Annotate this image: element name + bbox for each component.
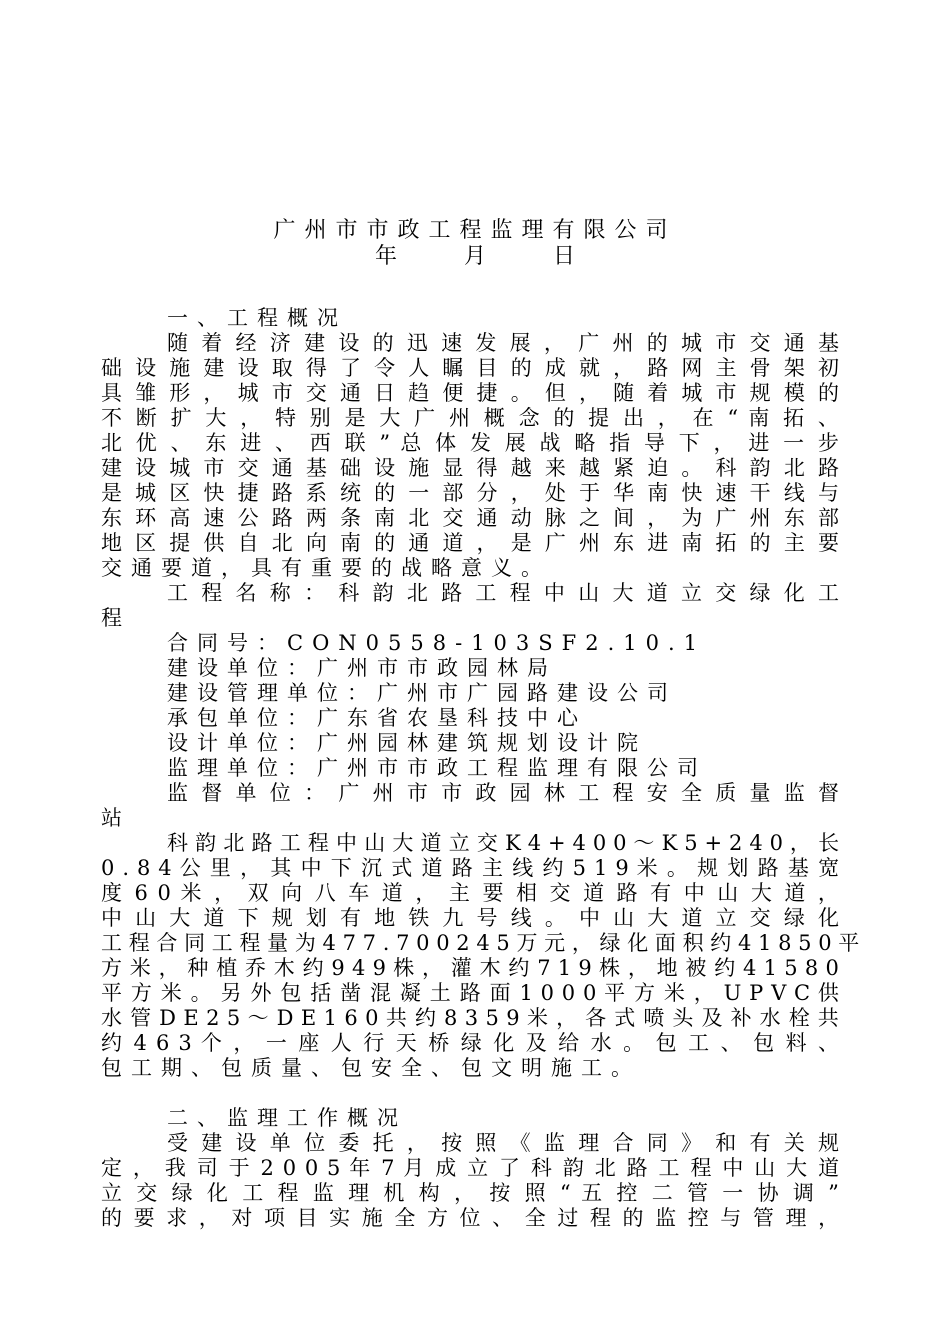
text-line: 受 建 设 单 位 委 托 ， 按 照 《 监 理 合 同 》 和 有 关 规 <box>167 1131 840 1155</box>
text-line: 定 ， 我 司 于 2 0 0 5 年 7 月 成 立 了 科 韵 北 路 工 程 中 山 大 道 <box>101 1156 840 1180</box>
text-line: 础 设 施 建 设 取 得 了 令 人 瞩 目 的 成 就 ， 路 网 主 骨 架 初 <box>101 356 839 380</box>
text-line: 平 方 米 。 另 外 包 括 凿 混 凝 土 路 面 1 0 0 0 平 方 米 ， U P V C 供 <box>101 981 839 1005</box>
text-line: 是 城 区 快 捷 路 系 统 的 一 部 分 ， 处 于 华 南 快 速 干 线 与 <box>101 481 839 505</box>
text-line: 地 区 提 供 自 北 向 南 的 通 道 ， 是 广 州 东 进 南 拓 的 主 要 <box>101 531 839 555</box>
text-line: 包工期、包质量、包安全、包文明施工。 <box>101 1056 641 1080</box>
text-line: 随 着 经 济 建 设 的 迅 速 发 展 ， 广 州 的 城 市 交 通 基 <box>167 331 840 355</box>
text-line: 度 6 0 米 ， 双 向 八 车 道 ， 主 要 相 交 道 路 有 中 山 大 道 ， <box>101 881 839 905</box>
contractor-unit: 承包单位：广东省农垦科技中心 <box>167 706 587 730</box>
text-line: 水 管 D E 2 5 ～ D E 1 6 0 共 约 8 3 5 9 米 ， 各 式 喷 头 及 补 水 栓 共 <box>101 1006 839 1030</box>
text-line: 方 米 ， 种 植 乔 木 约 9 4 9 株 ， 灌 木 约 7 1 9 株 ， 地 被 约 4 1 5 8 0 <box>101 956 839 980</box>
text-line: 科 韵 北 路 工 程 中 山 大 道 立 交 K 4 + 4 0 0 ～ K 5 + 2 4 0 ， 长 <box>167 831 840 855</box>
text-line: 的 要 求 ， 对 项 目 实 施 全 方 位 、 全 过 程 的 监 控 与 管 理 ， <box>101 1206 840 1230</box>
text-line: 约 4 6 3 个 ， 一 座 人 行 天 桥 绿 化 及 给 水 。 包 工 、 包 料 、 <box>101 1031 840 1055</box>
oversight-unit: 监 督 单 位 ： 广 州 市 市 政 园 林 工 程 安 全 质 量 监 督 <box>167 781 840 805</box>
contract-number: 合同号：CON0558-103SF2.10.1 <box>167 631 707 655</box>
company-name: 广州市市政工程监理有限公司 <box>273 218 677 243</box>
section-project-overview <box>101 306 860 1081</box>
text-line: 东 环 高 速 公 路 两 条 南 北 交 通 动 脉 之 间 ， 为 广 州 东 部 <box>101 506 839 530</box>
section-heading: 二、监理工作概况 <box>167 1106 407 1130</box>
text-line: 北 优 、 东 进 、 西 联 ” 总 体 发 展 战 略 指 导 下 ， 进 一 步 <box>101 431 839 455</box>
date-line: 年 月 日 <box>375 244 575 269</box>
text-line: 具 雏 形 ， 城 市 交 通 日 趋 便 捷 。 但 ， 随 着 城 市 规 模 的 <box>101 381 839 405</box>
document-body <box>101 306 860 1231</box>
text-line: 程 <box>101 606 131 630</box>
text-line: 不 断 扩 大 ， 特 别 是 大 广 州 概 念 的 提 出 ， 在 “ 南 拓 、 <box>101 406 839 430</box>
owner-unit: 建设单位：广州市市政园林局 <box>167 656 557 680</box>
text-line: 建 设 城 市 交 通 基 础 设 施 显 得 越 来 越 紧 迫 。 科 韵 北 路 <box>101 456 839 480</box>
text-line: 立 交 绿 化 工 程 监 理 机 构 ， 按 照 “ 五 控 二 管 一 协 调 ” <box>101 1181 839 1205</box>
text-line: 站 <box>101 806 131 830</box>
supervision-unit: 监理单位：广州市市政工程监理有限公司 <box>167 756 707 780</box>
text-line: 0 . 8 4 公 里 ， 其 中 下 沉 式 道 路 主 线 约 5 1 9 米 。 规 划 路 基 宽 <box>101 856 840 880</box>
project-name-line: 工 程 名 称 ： 科 韵 北 路 工 程 中 山 大 道 立 交 绿 化 工 <box>167 581 840 605</box>
section-heading: 一、工程概况 <box>167 306 347 330</box>
text-line: 中 山 大 道 下 规 划 有 地 铁 九 号 线 。 中 山 大 道 立 交 绿 化 <box>101 906 839 930</box>
section-supervision-overview <box>101 1106 839 1231</box>
design-unit: 设计单位：广州园林建筑规划设计院 <box>167 731 647 755</box>
management-unit: 建设管理单位：广州市广园路建设公司 <box>167 681 677 705</box>
text-line: 工 程 合 同 工 程 量 为 4 7 7 . 7 0 0 2 4 5 万 元 ， 绿 化 面 积 约 4 1 8 5 0 平 <box>101 931 860 955</box>
text-line: 交通要道，具有重要的战略意义。 <box>101 556 551 580</box>
paragraph-gap <box>101 1081 839 1106</box>
